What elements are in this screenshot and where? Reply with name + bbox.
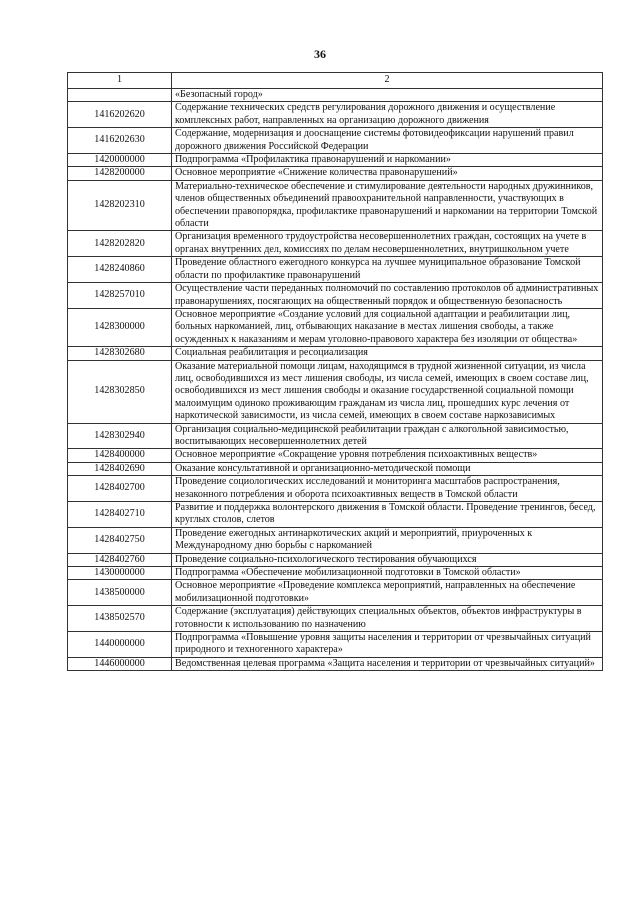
row-name-cell: Подпрограмма «Обеспечение мобилизационной подготовки в Томской области» bbox=[172, 567, 603, 580]
row-name-cell: Проведение ежегодных антинаркотических акций и мероприятий, приуроченных к Международному дню борьбы с наркоманией bbox=[172, 527, 603, 553]
column-header-code: 1 bbox=[68, 73, 172, 89]
row-name-cell: Проведение социологических исследований и мониторинга масштабов распространения, незаконного потребления и оборота психоактивных веществ в Томской области bbox=[172, 476, 603, 502]
row-name-cell: Материально-техническое обеспечение и стимулирование деятельности народных дружинников, членов общественных объединений правоохранительной направленности, участвующих в обеспечении правопорядка, профилактике правонарушений и наркомании на территории Томской области bbox=[172, 180, 603, 231]
table-row bbox=[68, 347, 603, 360]
table-row bbox=[68, 553, 603, 566]
table-row bbox=[68, 257, 603, 283]
row-code-cell: 1428257010 bbox=[68, 283, 172, 309]
table-row bbox=[68, 167, 603, 180]
row-code-cell: 1428402690 bbox=[68, 462, 172, 475]
row-code-cell: 1428202820 bbox=[68, 231, 172, 257]
table-row bbox=[68, 231, 603, 257]
table-row bbox=[68, 502, 603, 528]
table-row bbox=[68, 283, 603, 309]
row-code-cell: 1428300000 bbox=[68, 308, 172, 346]
row-name-cell: Содержание, модернизация и дооснащение системы фотовидеофиксации нарушений правил дорожного движения Российской Федерации bbox=[172, 128, 603, 154]
row-code-cell: 1440000000 bbox=[68, 632, 172, 658]
table-row bbox=[68, 657, 603, 670]
row-name-cell: Социальная реабилитация и ресоциализация bbox=[172, 347, 603, 360]
table-row bbox=[68, 308, 603, 346]
table-row bbox=[68, 449, 603, 462]
row-code-cell: 1428402750 bbox=[68, 527, 172, 553]
row-code-cell: 1428400000 bbox=[68, 449, 172, 462]
row-code-cell: 1428202310 bbox=[68, 180, 172, 231]
table-row bbox=[68, 567, 603, 580]
row-name-cell: Ведомственная целевая программа «Защита населения и территории от чрезвычайных ситуаций» bbox=[172, 657, 603, 670]
row-code-cell: 1428402710 bbox=[68, 502, 172, 528]
row-name-cell: Проведение областного ежегодного конкурса на лучшее муниципальное образование Томской области по профилактике правонарушений bbox=[172, 257, 603, 283]
row-code-cell: 1438502570 bbox=[68, 606, 172, 632]
row-name-cell: Организация временного трудоустройства несовершеннолетних граждан, состоящих на учете в органах внутренних дел, комиссиях по делам несовершеннолетних, внутришкольном учете bbox=[172, 231, 603, 257]
row-name-cell: Подпрограмма «Профилактика правонарушений и наркомании» bbox=[172, 154, 603, 167]
classification-table bbox=[67, 72, 603, 671]
row-code-cell: 1428302680 bbox=[68, 347, 172, 360]
table-row bbox=[68, 154, 603, 167]
table-row bbox=[68, 102, 603, 128]
table-row bbox=[68, 476, 603, 502]
row-code-cell: 1428302850 bbox=[68, 360, 172, 423]
table-row bbox=[68, 128, 603, 154]
row-name-cell: Развитие и поддержка волонтерского движения в Томской области. Проведение тренингов, бесед, круглых столов, слетов bbox=[172, 502, 603, 528]
table-row bbox=[68, 632, 603, 658]
row-code-cell bbox=[68, 89, 172, 102]
row-name-cell: Основное мероприятие «Сокращение уровня потребления психоактивных веществ» bbox=[172, 449, 603, 462]
table-row bbox=[68, 606, 603, 632]
row-name-cell: Подпрограмма «Повышение уровня защиты населения и территории от чрезвычайных ситуаций природного и техногенного характера» bbox=[172, 632, 603, 658]
row-code-cell: 1428402760 bbox=[68, 553, 172, 566]
row-code-cell: 1428302940 bbox=[68, 423, 172, 449]
row-code-cell: 1446000000 bbox=[68, 657, 172, 670]
table-row bbox=[68, 360, 603, 423]
table-row bbox=[68, 423, 603, 449]
row-name-cell: «Безопасный город» bbox=[172, 89, 603, 102]
table-row bbox=[68, 180, 603, 231]
row-code-cell: 1430000000 bbox=[68, 567, 172, 580]
row-name-cell: Основное мероприятие «Снижение количества правонарушений» bbox=[172, 167, 603, 180]
row-name-cell: Оказание материальной помощи лицам, находящимся в трудной жизненной ситуации, из числа лиц, освободившихся из мест лишения свободы, из числа семей, имеющих в своем составе лиц, освободившихся из мест лишения свободы и оказание государственной социальной помощи малоимущим одиноко проживающим гражданам из числа лиц, прошедших курс лечения от наркотической зависимости, из числа семей, имеющих в своем составе наркозависимых bbox=[172, 360, 603, 423]
table-row bbox=[68, 462, 603, 475]
row-code-cell: 1420000000 bbox=[68, 154, 172, 167]
row-code-cell: 1416202630 bbox=[68, 128, 172, 154]
table-body bbox=[68, 89, 603, 671]
row-name-cell: Содержание технических средств регулирования дорожного движения и осуществление комплексных работ, направленных на организацию дорожного движения bbox=[172, 102, 603, 128]
row-code-cell: 1428240860 bbox=[68, 257, 172, 283]
row-name-cell: Проведение социально-психологического тестирования обучающихся bbox=[172, 553, 603, 566]
row-name-cell: Осуществление части переданных полномочий по составлению протоколов об административных правонарушениях, посягающих на общественный порядок и общественную безопасность bbox=[172, 283, 603, 309]
table-header-row bbox=[68, 73, 603, 89]
column-header-name: 2 bbox=[172, 73, 603, 89]
row-name-cell: Основное мероприятие «Проведение комплекса мероприятий, направленных на обеспечение мобилизационной подготовки» bbox=[172, 580, 603, 606]
row-name-cell: Основное мероприятие «Создание условий для социальной адаптации и реабилитации лиц, больных наркоманией, лиц, отбывающих наказание в местах лишения свободы, а также осужденных к наказаниям и мерам уголовно-правового характера без изоляции от общества» bbox=[172, 308, 603, 346]
row-name-cell: Содержание (эксплуатация) действующих специальных объектов, объектов инфраструктуры в готовности к использованию по назначению bbox=[172, 606, 603, 632]
row-name-cell: Организация социально-медицинской реабилитации граждан с алкогольной зависимостью, воспитывающих несовершеннолетних детей bbox=[172, 423, 603, 449]
table-row bbox=[68, 527, 603, 553]
row-code-cell: 1416202620 bbox=[68, 102, 172, 128]
page-number: 36 bbox=[314, 47, 326, 61]
table-row bbox=[68, 89, 603, 102]
row-name-cell: Оказание консультативной и организационно-методической помощи bbox=[172, 462, 603, 475]
row-code-cell: 1438500000 bbox=[68, 580, 172, 606]
row-code-cell: 1428200000 bbox=[68, 167, 172, 180]
row-code-cell: 1428402700 bbox=[68, 476, 172, 502]
table-row bbox=[68, 580, 603, 606]
